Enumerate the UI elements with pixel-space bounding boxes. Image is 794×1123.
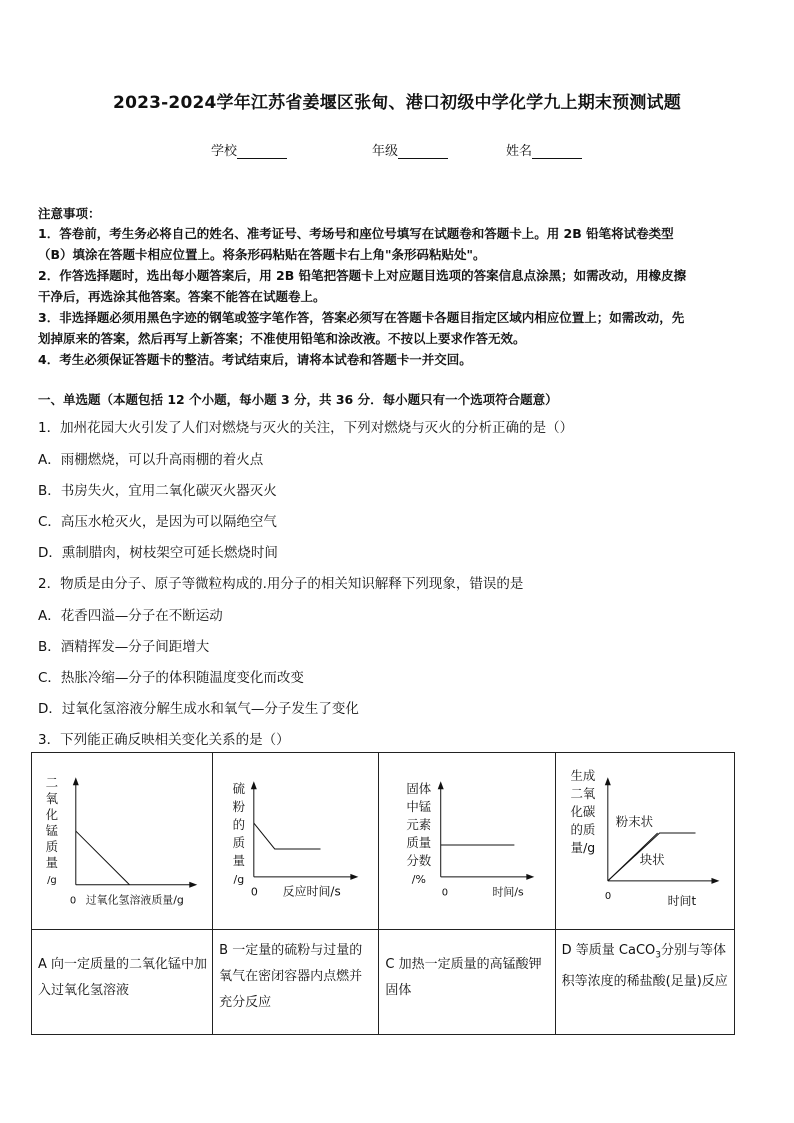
chart-b-origin: 0 — [251, 885, 258, 899]
notice-line: 2．作答选择题时，选出每小题答案后，用 2B 铅笔把答题卡上对应题目选项的答案信息点涂黑；如需改动，用橡皮擦 — [38, 268, 687, 283]
svg-text:氧: 氧 — [45, 791, 59, 807]
chart-c-cell — [379, 753, 555, 930]
svg-text:元素: 元素 — [406, 817, 432, 833]
notice-line: （B）填涂在答题卡相应位置上。将条形码粘贴在答题卡右上角"条形码粘贴处"。 — [38, 247, 486, 262]
notice-line: 3．非选择题必须用黑色字迹的钢笔或签字笔作答，答案必须写在答题卡各题目指定区域内相应位置上；如需改动，先 — [38, 310, 685, 325]
notice-heading: 注意事项： — [38, 206, 101, 221]
school-label: 学校 — [211, 144, 238, 159]
chart-d — [556, 753, 734, 929]
svg-text:质量: 质量 — [406, 834, 432, 850]
chart-d-cell — [555, 753, 734, 930]
notice-line: 4．考生必须保证答题卡的整洁。考试结束后，请将本试卷和答题卡一并交回。 — [38, 352, 472, 367]
chart-d-xlabel: 时间t — [667, 893, 696, 908]
chart-a-ylabel — [46, 775, 59, 886]
question-1-stem: 1．加州花园大火引发了人们对燃烧与灭火的关注，下列对燃烧与灭火的分析正确的是（） — [38, 420, 574, 436]
chart-a — [32, 753, 212, 929]
svg-text:/g: /g — [47, 874, 57, 886]
question-2-stem: 2．物质是由分子、原子等微粒构成的.用分子的相关知识解释下列现象，错误的是 — [38, 576, 524, 592]
question-1-option-b: B．书房失火，宜用二氧化碳灭火器灭火 — [38, 483, 277, 499]
svg-text:量: 量 — [232, 852, 246, 868]
notice-line: 划掉原来的答案，然后再写上新答案；不准使用铅笔和涂改液。不按以上要求作答无效。 — [38, 331, 526, 346]
chart-b — [213, 753, 378, 929]
page-title: 2023-2024学年江苏省姜堰区张甸、港口初级中学化学九上期末预测试题 — [113, 93, 681, 113]
svg-text:二氧: 二氧 — [570, 786, 595, 802]
svg-text:粉: 粉 — [232, 799, 246, 815]
svg-text:生成: 生成 — [570, 768, 595, 784]
chart-d-origin: 0 — [604, 890, 611, 902]
svg-text:化碳: 化碳 — [570, 804, 595, 820]
chart-c — [379, 753, 554, 929]
svg-text:/g: /g — [233, 872, 245, 886]
chart-a-xlabel: 过氧化氢溶液质量/g — [85, 893, 184, 907]
chart-c-ylabel — [407, 781, 432, 886]
question-3-options-table — [31, 752, 735, 1035]
svg-text:质: 质 — [232, 834, 246, 850]
chart-d-label-lump: 块状 — [639, 851, 665, 867]
question-1-option-a: A．雨棚燃烧，可以升高雨棚的着火点 — [38, 452, 264, 468]
svg-text:量/g: 量/g — [570, 839, 595, 855]
svg-text:的: 的 — [232, 817, 246, 833]
chart-d-y-arrow — [604, 777, 610, 785]
svg-text:化: 化 — [45, 807, 59, 823]
school-blank[interactable] — [237, 144, 287, 159]
svg-text:固体: 固体 — [406, 781, 432, 797]
chart-a-cell — [32, 753, 213, 930]
grade-blank[interactable] — [398, 144, 448, 159]
chart-a-y-arrow — [73, 777, 79, 785]
chart-b-curve — [254, 823, 321, 849]
notice-line: 干净后，再选涂其他答案。答案不能答在试题卷上。 — [38, 289, 326, 304]
name-field[interactable] — [506, 140, 582, 159]
question-2-option-a: A．花香四溢—分子在不断运动 — [38, 608, 223, 624]
svg-text:质: 质 — [45, 838, 59, 854]
chart-c-xlabel: 时间/s — [492, 885, 525, 899]
chart-c-y-arrow — [438, 781, 444, 789]
chart-a-curve — [76, 831, 130, 885]
question-1-option-d: D．熏制腊肉，树枝架空可延长燃烧时间 — [38, 545, 278, 561]
svg-text:分数: 分数 — [406, 852, 432, 868]
chart-b-cell — [213, 753, 379, 930]
notice-line: 1．答卷前，考生务必将自己的姓名、准考证号、考场号和座位号填写在试题卷和答题卡上。用 2B 铅笔将试卷类型 — [38, 226, 674, 241]
question-2-option-d: D．过氧化氢溶液分解生成水和氧气—分子发生了变化 — [38, 701, 359, 717]
svg-text:量: 量 — [45, 854, 59, 870]
grade-label: 年级 — [372, 144, 399, 159]
question-2-option-b: B．酒精挥发—分子间距增大 — [38, 639, 210, 655]
chart-b-xlabel: 反应时间/s — [282, 884, 341, 899]
chart-d-label-powder: 粉末状 — [615, 814, 653, 830]
question-3-stem: 3．下列能正确反映相关变化关系的是（） — [38, 732, 290, 748]
svg-text:中锰: 中锰 — [406, 799, 432, 815]
chart-a-x-arrow — [189, 882, 197, 888]
chart-c-x-arrow — [527, 874, 535, 880]
grade-field[interactable] — [372, 140, 448, 159]
svg-text:锰: 锰 — [45, 823, 59, 839]
chart-d-x-arrow — [711, 878, 719, 884]
option-a-caption: A 向一定质量的二氧化锰中加入过氧化氢溶液 — [32, 930, 213, 1035]
chart-b-x-arrow — [351, 874, 359, 880]
name-label: 姓名 — [506, 144, 533, 159]
question-2-option-c: C．热胀冷缩—分子的体积随温度变化而改变 — [38, 670, 304, 686]
svg-text:的质: 的质 — [570, 822, 595, 838]
section-heading: 一、单选题（本题包括 12 个小题，每小题 3 分，共 36 分．每小题只有一个选项符合题意） — [38, 392, 558, 407]
option-d-caption: D 等质量 CaCO$_3$分别与等体积等浓度的稀盐酸(足量)反应 — [555, 930, 734, 1035]
svg-text:二: 二 — [45, 775, 59, 791]
chart-a-origin: 0 — [69, 895, 77, 907]
question-1-option-c: C．高压水枪灭火，是因为可以隔绝空气 — [38, 514, 277, 530]
name-blank[interactable] — [532, 144, 582, 159]
option-c-caption: C 加热一定质量的高锰酸钾固体 — [379, 930, 555, 1035]
chart-d-ylabel — [570, 768, 595, 855]
school-field[interactable] — [211, 140, 287, 159]
svg-text:硫: 硫 — [232, 781, 246, 797]
chart-b-y-arrow — [251, 781, 257, 789]
chart-c-origin: 0 — [442, 887, 449, 899]
option-b-caption: B 一定量的硫粉与过量的氧气在密闭容器内点燃并充分反应 — [213, 930, 379, 1035]
svg-text:/%: /% — [412, 872, 427, 886]
chart-b-ylabel — [233, 781, 246, 886]
